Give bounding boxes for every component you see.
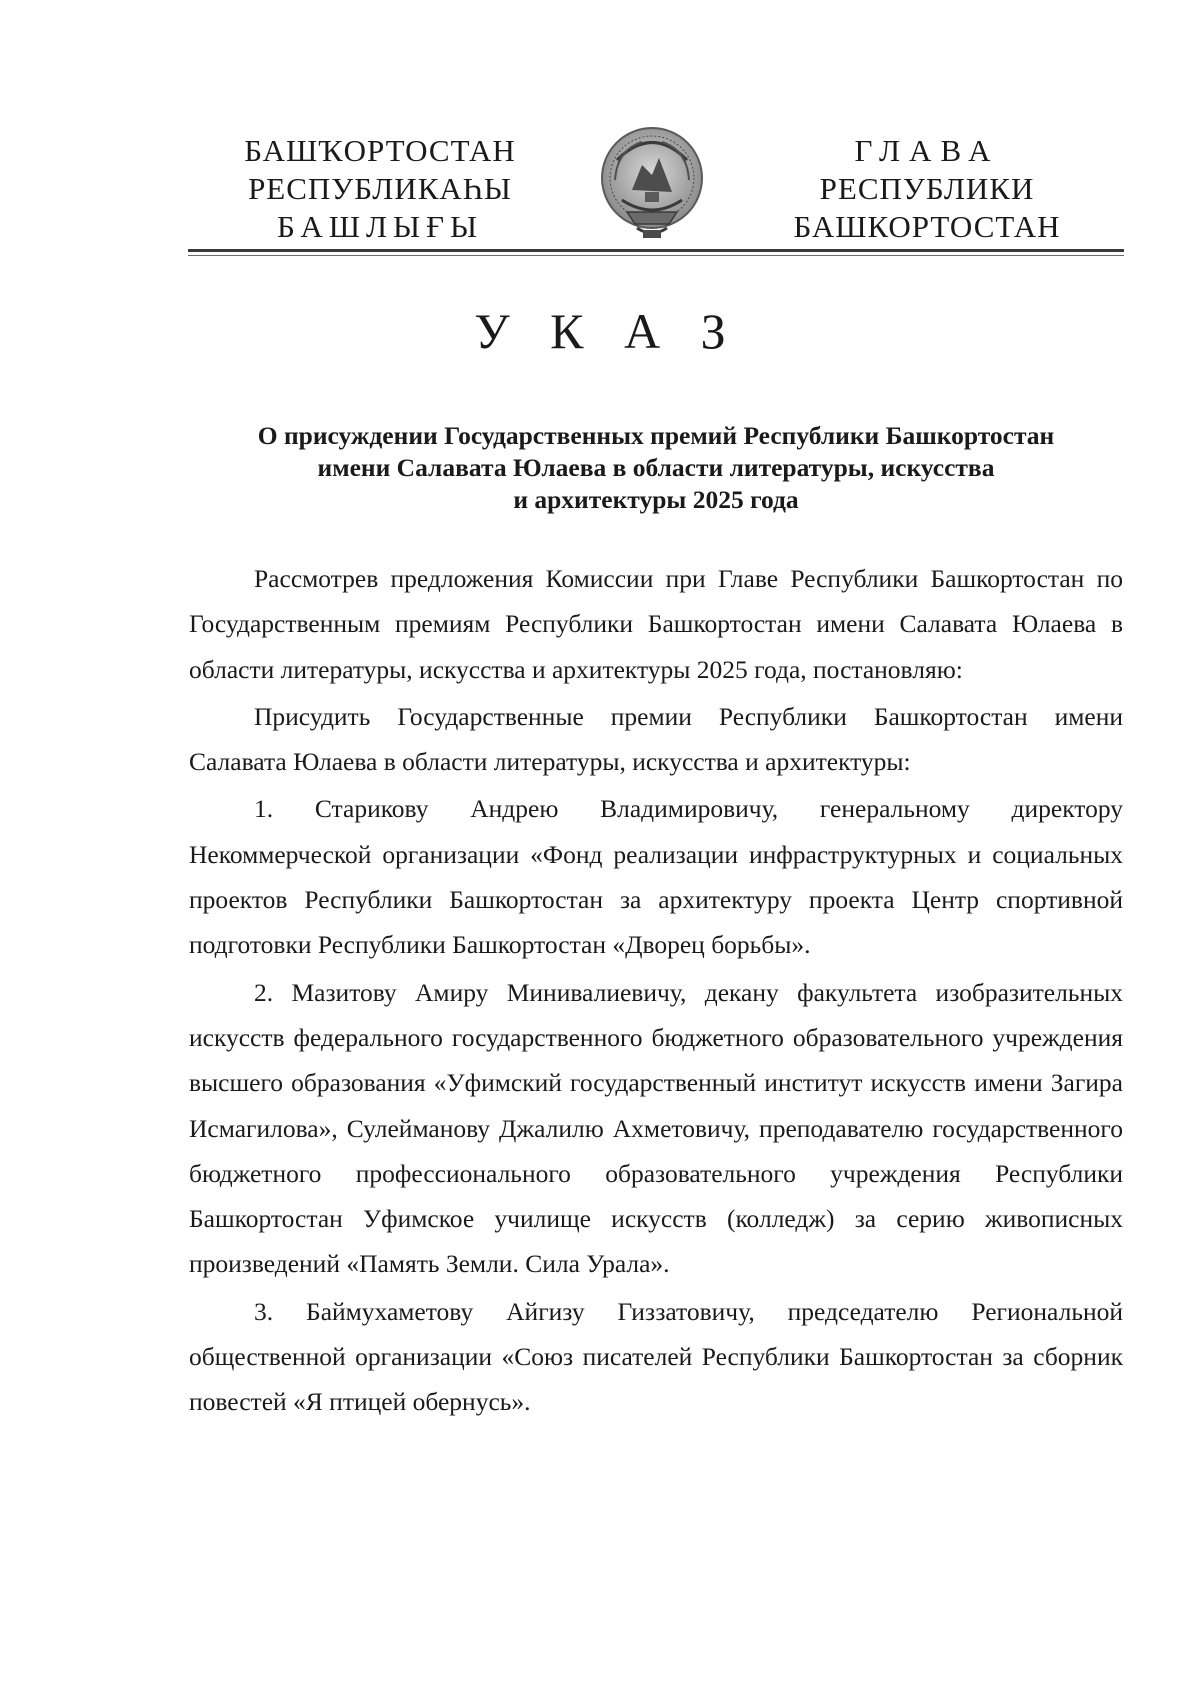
decree-subject: [190, 420, 1122, 516]
coat-of-arms-emblem-icon: [597, 120, 707, 246]
issuer-bashkir-line: БАШЛЫҒЫ: [276, 209, 484, 244]
issuer-name-bashkir: [230, 132, 530, 246]
issuer-bashkir-line: РЕСПУБЛИКАҺЫ: [248, 171, 512, 206]
header-divider-thin: [188, 255, 1124, 256]
issuer-name-russian: [782, 132, 1072, 246]
resolution-paragraph: Присудить Государственные премии Республики Башкортостан имени Салавата Юлаева в области литературы, искусства и архитектуры:: [189, 701, 1123, 777]
document-title: У К А З: [474, 303, 740, 359]
decree-body: [189, 556, 1123, 1425]
preamble-paragraph: Рассмотрев предложения Комиссии при Главе Республики Башкортостан по Государственным премиям Республики Башкортостан имени Салавата Юлаева в области литературы, искусства и архитектуры 2025 года, постановляю:: [189, 564, 1123, 684]
issuer-bashkir-line: БАШҠОРТОСТАН: [244, 133, 516, 168]
header-divider-thick: [188, 249, 1124, 252]
subject-line: О присуждении Государственных премий Республики Башкортостан: [257, 421, 1055, 450]
issuer-russian-line: БАШКОРТОСТАН: [793, 209, 1061, 244]
document-header: [0, 120, 1200, 244]
subject-line: имени Салавата Юлаева в области литературы, искусства: [317, 453, 995, 482]
subject-line: и архитектуры 2025 года: [513, 485, 799, 514]
issuer-russian-line: РЕСПУБЛИКИ: [819, 171, 1035, 206]
issuer-russian-line: ГЛАВА: [854, 133, 1000, 168]
award-item: 2. Мазитову Амиру Минивалиевичу, декану факультета изобразительных искусств федерального государственного бюджетного образовательного учреждения высшего образования «Уфимский государственный институт искусств имени Загира Исмагилова», Сулейманову Джалилю Ахметовичу, преподавателю государственного бюджетного профессионального образовательного учреждения Республики Башкортостан Уфимское училище искусств (колледж) за серию живописных произведений «Память Земли. Сила Урала».: [189, 977, 1123, 1279]
award-item: 1. Старикову Андрею Владимировичу, генеральному директору Некоммерческой организации «Фонд реализации инфраструктурных и социальных проектов Республики Башкортостан за архитектуру проекта Центр спортивной подготовки Республики Башкортостан «Дворец борьбы».: [189, 794, 1123, 960]
award-item: 3. Баймухаметову Айгизу Гиззатовичу, председателю Региональной общественной организации «Союз писателей Республики Башкортостан за сборник повестей «Я птицей обернусь».: [189, 1296, 1123, 1417]
